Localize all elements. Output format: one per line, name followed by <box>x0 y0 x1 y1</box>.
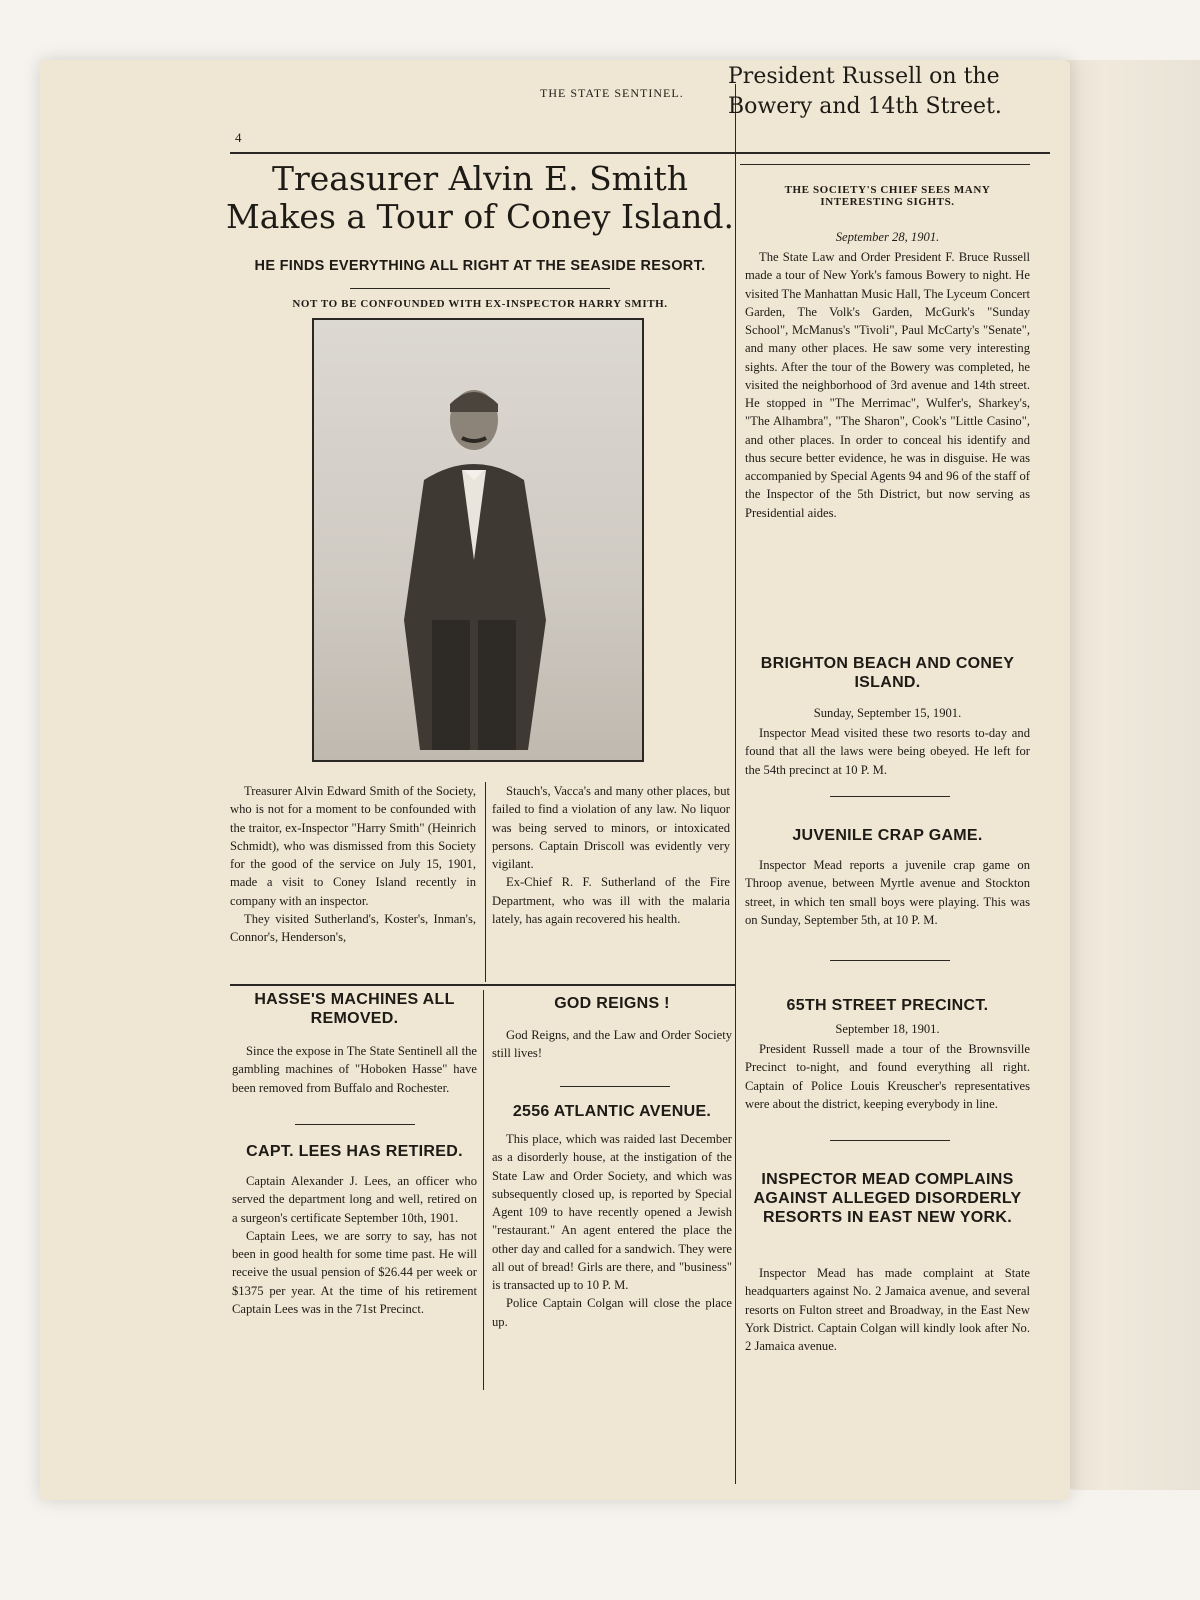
lead-paragraph: Ex-Chief R. F. Sutherland of the Fire Department, who was ill with the malaria lately, has again recovered his health. <box>492 875 730 926</box>
header-rule <box>230 152 1050 154</box>
lead-subhead: HE FINDS EVERYTHING ALL RIGHT AT THE SEASIDE RESORT. <box>254 258 706 274</box>
crap-game-rule <box>830 960 950 961</box>
lees-body <box>232 1172 477 1318</box>
brighton-rule <box>830 796 950 797</box>
atlantic-paragraph: Police Captain Colgan will close the place up. <box>492 1296 732 1329</box>
brighton-body <box>745 724 1030 779</box>
lees-headline: CAPT. LEES HAS RETIRED. <box>246 1143 463 1160</box>
lead-column-1 <box>230 782 476 946</box>
hasse-rule <box>295 1124 415 1125</box>
lead-paragraph: Stauch's, Vacca's and many other places, but failed to find a violation of any law. No liquor was being served to minors, or intoxicated persons. Captain Driscoll was evidently very vigilant. <box>492 784 730 871</box>
lower-column-rule <box>483 990 484 1390</box>
crap-game-headline: JUVENILE CRAP GAME. <box>792 827 983 844</box>
russell-date: September 28, 1901. <box>835 230 940 244</box>
portrait-image <box>314 320 642 760</box>
running-head: THE STATE SENTINEL. <box>540 86 684 100</box>
lead-bottom-rule <box>230 984 735 986</box>
lead-subhead-2: NOT TO BE CONFOUNDED WITH EX-INSPECTOR HARRY SMITH. <box>292 298 668 310</box>
lead-rule <box>350 288 610 289</box>
brighton-paragraph: Inspector Mead visited these two resorts to-day and found that all the laws were being obeyed. He left for the 54th precinct at 10 P. M. <box>745 726 1030 777</box>
russell-rule <box>740 164 1030 165</box>
page-number: 4 <box>235 130 242 145</box>
portrait-photo <box>312 318 644 762</box>
lead-column-2 <box>492 782 730 928</box>
sixtyfifth-headline: 65TH STREET PRECINCT. <box>786 997 989 1014</box>
lead-paragraph: They visited Sutherland's, Koster's, Inman's, Connor's, Henderson's, <box>230 911 476 944</box>
lead-column-rule <box>485 782 486 982</box>
atlantic-headline: 2556 ATLANTIC AVENUE. <box>512 1103 712 1120</box>
mead-complains-headline: INSPECTOR MEAD COMPLAINS AGAINST ALLEGED DISORDERLY RESORTS IN EAST NEW YORK. <box>753 1171 1022 1227</box>
sixtyfifth-date: September 18, 1901. <box>835 1022 940 1036</box>
russell-body <box>745 248 1030 522</box>
mead-complains-paragraph: Inspector Mead has made complaint at State headquarters against No. 2 Jamaica avenue, and several resorts on Fulton street and Broadway, in the East New York District. Captain Colgan will kindly look after No. 2 Jamaica avenue. <box>745 1266 1030 1353</box>
sixtyfifth-body <box>745 1040 1030 1113</box>
crap-game-body <box>745 856 1030 929</box>
mead-complains-body <box>745 1264 1030 1355</box>
hasse-headline: HASSE'S MACHINES ALL REMOVED. <box>254 991 455 1028</box>
sixtyfifth-paragraph: President Russell made a tour of the Brownsville Precinct to-night, and found everything all right. Captain of Police Louis Kreuscher's representatives were about the district, keeping everybody in line. <box>745 1042 1030 1111</box>
crap-game-paragraph: Inspector Mead reports a juvenile crap game on Throop avenue, between Myrtle avenue and Stockton street, in which ten small boys were playing. This was on Sunday, September 5th, at 10 P. M. <box>745 858 1030 927</box>
russell-subhead: THE SOCIETY'S CHIEF SEES MANY INTERESTING SIGHTS. <box>784 184 991 208</box>
lees-paragraph: Captain Alexander J. Lees, an officer who served the department long and well, retired on a surgeon's certificate September 10th, 1901. <box>232 1174 477 1225</box>
lead-title: Treasurer Alvin E. Smith Makes a Tour of Coney Island. <box>225 159 735 236</box>
hasse-paragraph: Since the expose in The State Sentinell all the gambling machines of "Hoboken Hasse" have been removed from Buffalo and Rochester. <box>232 1044 477 1095</box>
brighton-headline: BRIGHTON BEACH AND CONEY ISLAND. <box>760 655 1015 692</box>
god-reigns-rule <box>560 1086 670 1087</box>
atlantic-paragraph: This place, which was raided last December as a disorderly house, at the instigation of the State Law and Order Society, and which was subsequently closed up, is reported by Special Agent 109 to have recently opened a Jewish "restaurant." An agent entered the place the other day and called for a sandwich. They were all out of bread! Girls are there, and "business" is transacted up to 10 P. M. <box>492 1132 732 1292</box>
sixtyfifth-rule <box>830 1140 950 1141</box>
lees-paragraph: Captain Lees, we are sorry to say, has not been in good health for some time past. He will receive the usual pension of $26.44 per week or $1375 per year. At the time of his retirement Captain Lees was in the 71st Precinct. <box>232 1228 477 1316</box>
brighton-date: Sunday, September 15, 1901. <box>813 706 962 720</box>
god-reigns-body <box>492 1026 732 1063</box>
russell-paragraph: The State Law and Order President F. Bruce Russell made a tour of New York's famous Bowery to night. He visited The Manhattan Music Hall, The Lyceum Concert Garden, The Volk's Garden, McGurk's "Sunday School", McManus's "Tivoli", Paul McCarty's "Senate", and many other places. He saw some very interesting sights. After the tour of the Bowery was completed, he visited the neighborhood of 3rd avenue and 14th street. He stopped in "The Merrimac", Wulfer's, Sharkey's, "The Alhambra", "The Sharon", Cook's "Little Casino", and other places. In order to conceal his identify and thus secure better evidence, he was in disguise. He was accompanied by Special Agents 94 and 96 of the staff of the Inspector of the 5th District, but now serving as Presidential aides. <box>745 250 1030 520</box>
god-reigns-paragraph: God Reigns, and the Law and Order Society still lives! <box>492 1028 732 1061</box>
newspaper-page <box>40 60 1070 1500</box>
russell-title: President Russell on the Bowery and 14th Street. <box>728 64 1002 119</box>
atlantic-body <box>492 1130 732 1331</box>
lead-paragraph: Treasurer Alvin Edward Smith of the Society, who is not for a moment to be confounded with the traitor, ex-Inspector "Harry Smith" (Heinrich Schmidt), who was dismissed from this Society for the good of the service on July 15, 1901, made a visit to Coney Island recently in company with an inspector. <box>230 784 476 908</box>
portrait-figure <box>314 320 642 760</box>
god-reigns-headline: GOD REIGNS ! <box>554 995 670 1012</box>
hasse-body <box>232 1042 477 1097</box>
column-rule-right <box>735 84 736 1484</box>
